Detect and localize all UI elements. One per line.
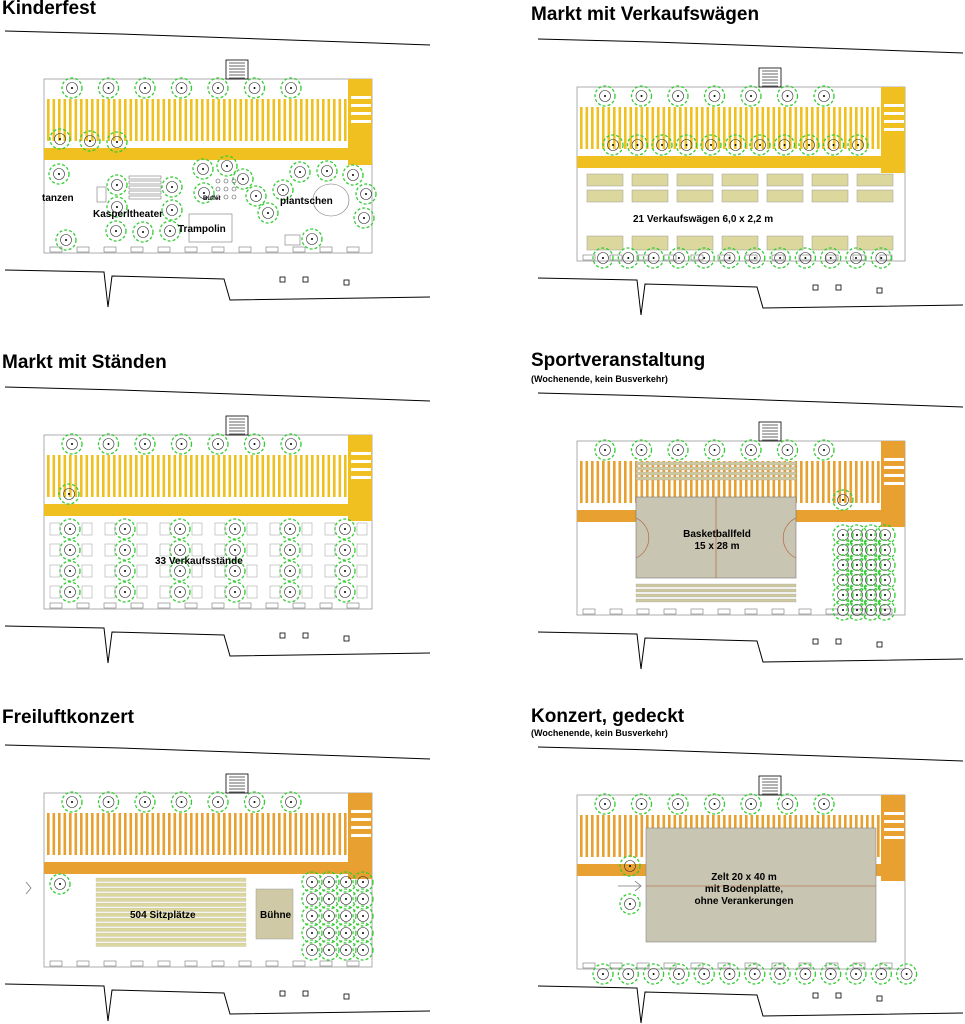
tree-icon xyxy=(632,794,652,814)
label-zelt: Zelt 20 x 40 m xyxy=(711,872,777,883)
bollard xyxy=(813,993,818,998)
label-verkaufswaegen: 21 Verkaufswägen 6,0 x 2,2 m xyxy=(633,214,774,225)
panel-subtitle-gedeckt: (Wochenende, kein Busverkehr) xyxy=(531,728,668,738)
tree-center xyxy=(627,973,629,975)
label-tanzen: tanzen xyxy=(42,193,74,204)
tree-icon xyxy=(595,794,615,814)
tree-center xyxy=(880,973,882,975)
tree-center xyxy=(750,803,752,805)
label-zelt-boden: mit Bodenplatte, xyxy=(704,884,784,895)
tree-center xyxy=(804,973,806,975)
tree-center xyxy=(906,973,908,975)
tree-center xyxy=(604,803,606,805)
tree-center xyxy=(629,903,631,905)
tree-icon xyxy=(694,964,714,984)
label-plantschen: plantschen xyxy=(280,196,333,207)
tree-icon xyxy=(668,794,688,814)
stripe xyxy=(635,815,638,857)
stripe xyxy=(602,815,605,857)
tree-icon xyxy=(644,964,664,984)
label-buffet: Buffet xyxy=(203,196,221,202)
tree-center xyxy=(754,973,756,975)
tree-center xyxy=(714,803,716,805)
label-buehne: Bühne xyxy=(260,910,292,921)
tree-icon xyxy=(897,964,917,984)
panel-title-gedeckt: Konzert, gedeckt xyxy=(531,706,685,727)
stripe xyxy=(580,815,583,857)
band-stripe xyxy=(884,820,904,823)
panel-title-sport: Sportveranstaltung xyxy=(531,350,706,371)
stripe xyxy=(608,815,611,857)
bollard xyxy=(877,996,882,1001)
panel-title-staenden: Markt mit Ständen xyxy=(2,352,167,373)
tree-icon xyxy=(745,964,765,984)
panel-title-freiluft: Freiluftkonzert xyxy=(2,707,134,728)
curb-mark xyxy=(610,963,622,968)
tree-center xyxy=(703,973,705,975)
panel-title-verkaufswaegen: Markt mit Verkaufswägen xyxy=(531,4,760,25)
tree-center xyxy=(787,803,789,805)
road-edge-top xyxy=(538,747,963,761)
label-zelt-anker: ohne Verankerungen xyxy=(694,896,794,907)
curb-mark xyxy=(691,963,703,968)
tree-icon xyxy=(778,794,798,814)
tree-icon xyxy=(795,964,815,984)
tree-icon xyxy=(770,964,790,984)
stripe xyxy=(624,815,627,857)
tree-center xyxy=(641,803,643,805)
band-stripe xyxy=(884,836,904,839)
label-verkaufsstaende: 33 Verkaufsstände xyxy=(155,556,243,567)
band-stripe xyxy=(884,812,904,815)
label-basketballfeld-size: 15 x 28 m xyxy=(694,541,740,552)
stripe xyxy=(630,815,633,857)
tree-icon xyxy=(814,794,834,814)
stripe xyxy=(619,815,622,857)
tree-center xyxy=(823,803,825,805)
tree-center xyxy=(855,973,857,975)
tree-icon xyxy=(720,964,740,984)
tree-icon xyxy=(669,964,689,984)
tree-icon xyxy=(741,794,761,814)
tree-center xyxy=(653,973,655,975)
tree-center xyxy=(830,973,832,975)
tree-center xyxy=(677,803,679,805)
stripe xyxy=(613,815,616,857)
label-sitzplaetze: 504 Sitzplätze xyxy=(130,910,196,921)
staircase-icon xyxy=(759,776,781,795)
panel-title-kinderfest: Kinderfest xyxy=(2,0,96,19)
panel-subtitle-sport: (Wochenende, kein Busverkehr) xyxy=(531,374,668,384)
stripe xyxy=(877,815,880,857)
stripe xyxy=(586,815,589,857)
tree-center xyxy=(629,865,631,867)
stripe xyxy=(597,815,600,857)
tree-center xyxy=(602,973,604,975)
stripe xyxy=(591,815,594,857)
bollard xyxy=(836,993,841,998)
tree-center xyxy=(729,973,731,975)
tree-icon xyxy=(846,964,866,984)
label-basketballfeld: Basketballfeld xyxy=(683,529,751,540)
entrance-arrow-icon xyxy=(618,881,641,891)
band-stripe xyxy=(884,828,904,831)
label-trampolin: Trampolin xyxy=(178,224,226,235)
tree-icon xyxy=(705,794,725,814)
tree-icon xyxy=(871,964,891,984)
label-kasperltheater: Kasperltheater xyxy=(93,209,164,220)
curb-mark xyxy=(583,963,595,968)
tree-center xyxy=(779,973,781,975)
tree-center xyxy=(678,973,680,975)
stripe xyxy=(641,815,644,857)
tree-icon xyxy=(620,894,640,914)
road-edge-bottom xyxy=(538,986,963,1023)
tree-icon xyxy=(618,964,638,984)
